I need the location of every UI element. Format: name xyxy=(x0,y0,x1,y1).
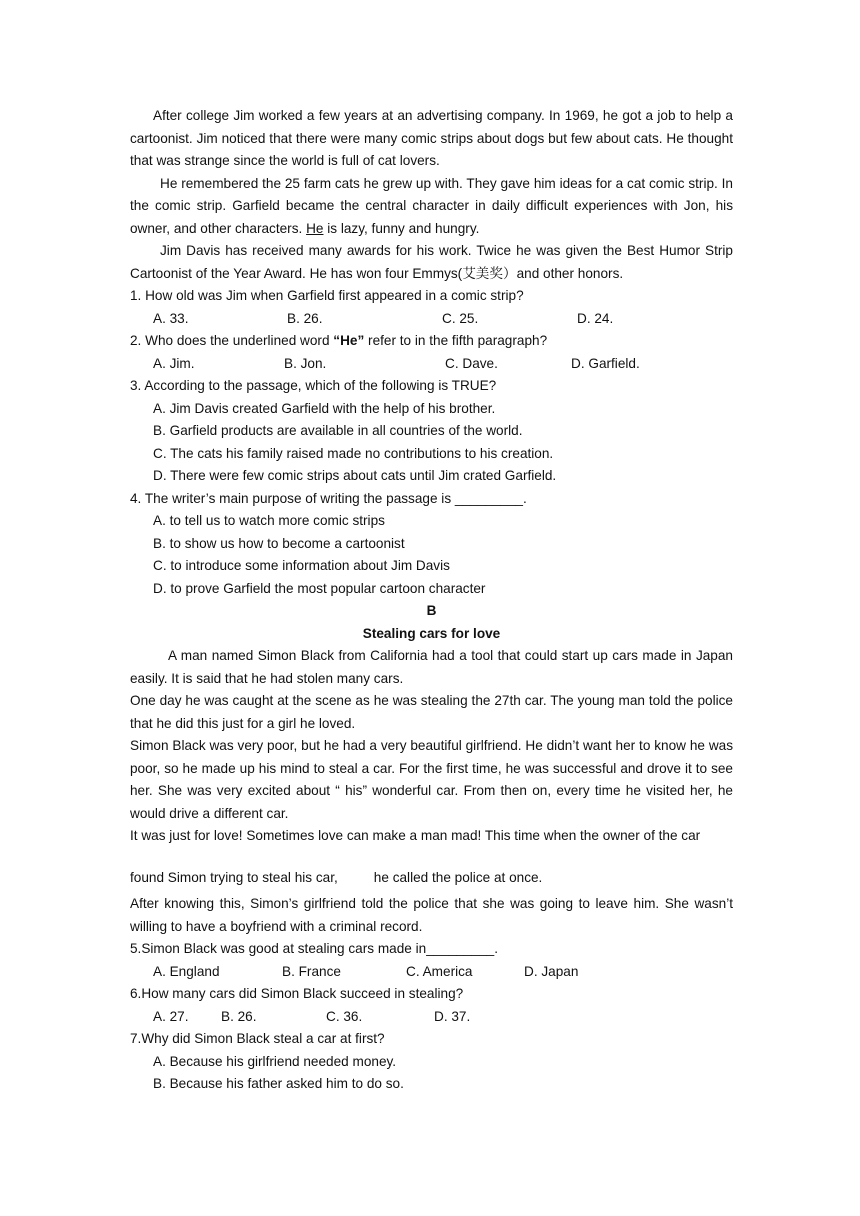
section-b-paragraph-4: It was just for love! Sometimes love can make a man mad! This time when the owner of the car xyxy=(130,828,701,843)
question-1: 1. How old was Jim when Garfield first appeared in a comic strip? xyxy=(130,288,524,303)
q2-option-c: C. Dave. xyxy=(445,355,498,371)
q3-option-d: D. There were few comic strips about cats until Jim crated Garfield. xyxy=(153,468,557,483)
question-5: 5.Simon Black was good at stealing cars made in_________. xyxy=(130,941,499,956)
q3-option-a: A. Jim Davis created Garfield with the help of his brother. xyxy=(153,400,496,416)
q2-stem-bold: “He” xyxy=(333,333,365,348)
passage-a-paragraph-2 xyxy=(130,173,733,241)
q6-option-c: C. 36. xyxy=(326,1008,363,1024)
q2-stem-post: refer to in the fifth paragraph? xyxy=(364,333,548,348)
q3-option-c: C. The cats his family raised made no contributions to his creation. xyxy=(153,445,554,461)
q1-option-d: D. 24. xyxy=(577,310,614,326)
q1-option-b: B. 26. xyxy=(287,310,323,326)
passage-a-paragraph-1: After college Jim worked a few years at an advertising company. In 1969, he got a job to help a cartoonist. Jim noticed that there were many comic strips about dogs but few about cats. He thought that was strange since the world is full of cat lovers. xyxy=(130,108,733,168)
paragraph-2-end: is lazy, funny and hungry. xyxy=(327,220,480,236)
q7-option-a: A. Because his girlfriend needed money. xyxy=(153,1053,397,1069)
q3-option-b: B. Garfield products are available in all countries of the world. xyxy=(153,423,523,438)
passage-a-paragraph-3 xyxy=(130,240,733,285)
q2-option-a: A. Jim. xyxy=(153,355,195,371)
q1-option-c: C. 25. xyxy=(442,310,479,326)
question-6-options xyxy=(153,1006,733,1029)
document-page xyxy=(130,105,733,1096)
paragraph-2-text: He remembered the 25 farm cats he grew up with. They gave him ideas for a cat comic strip. In the comic strip. Garfield became the central character in daily difficult experiences with Jon, his owner, and other characters. xyxy=(130,175,733,236)
section-b-paragraph-3: Simon Black was very poor, but he had a very beautiful girlfriend. He didn’t want her to know he was poor, so he made up his mind to steal a car. For the first time, he was successful and drove it to see her. She was very excited about “ his” wonderful car. From then on, every time he visited her, he would drive a different car. xyxy=(130,738,733,821)
question-5-options xyxy=(153,961,733,984)
p4b-part-1: found Simon trying to steal his car, xyxy=(130,869,338,885)
section-b-paragraph-5: After knowing this, Simon’s girlfriend told the police that she was going to leave him. She wasn’t willing to have a boyfriend with a criminal record. xyxy=(130,896,733,934)
section-b-title: Stealing cars for love xyxy=(362,625,501,641)
q4-option-c: C. to introduce some information about Jim Davis xyxy=(153,558,450,573)
q5-option-d: D. Japan xyxy=(524,963,579,979)
paragraph-3-cjk: 艾美奖） xyxy=(462,265,517,282)
q4-option-b: B. to show us how to become a cartoonist xyxy=(153,535,405,551)
q2-stem-pre: 2. Who does the underlined word xyxy=(130,333,334,348)
question-7: 7.Why did Simon Black steal a car at first? xyxy=(130,1031,385,1046)
q6-option-a: A. 27. xyxy=(153,1008,189,1024)
question-2-options xyxy=(153,353,733,376)
paragraph-3-end: and other honors. xyxy=(516,265,624,281)
q2-option-d: D. Garfield. xyxy=(571,355,640,371)
q1-option-a: A. 33. xyxy=(153,310,189,326)
question-3: 3. According to the passage, which of the following is TRUE? xyxy=(130,378,497,393)
p4b-part-2: he called the police at once. xyxy=(373,869,543,885)
q7-option-b: B. Because his father asked him to do so. xyxy=(153,1076,404,1091)
q5-option-a: A. England xyxy=(153,963,220,979)
q5-option-b: B. France xyxy=(282,963,341,979)
question-2 xyxy=(130,330,733,353)
underlined-he: He xyxy=(306,220,324,236)
question-6: 6.How many cars did Simon Black succeed in stealing? xyxy=(130,986,464,1001)
q4-option-d: D. to prove Garfield the most popular cartoon character xyxy=(153,580,486,596)
section-b-paragraph-1: A man named Simon Black from California had a tool that could start up cars made in Japan easily. It is said that he had stolen many cars. xyxy=(130,648,733,686)
question-4: 4. The writer’s main purpose of writing the passage is _________. xyxy=(130,490,527,506)
question-1-options xyxy=(153,308,733,331)
q4-option-a: A. to tell us to watch more comic strips xyxy=(153,513,385,528)
section-b-paragraph-4-continued xyxy=(130,867,733,890)
section-b-letter: B xyxy=(426,603,437,618)
q2-option-b: B. Jon. xyxy=(284,355,327,371)
q5-option-c: C. America xyxy=(406,963,473,979)
section-b-paragraph-2: One day he was caught at the scene as he was stealing the 27th car. The young man told the police that he did this just for a girl he loved. xyxy=(130,693,733,731)
paragraph-3-start: Jim Davis has received many awards for his work. Twice he was given the Best Humor Strip Cartoonist of the Year Award. He has won four Emmys( xyxy=(130,243,733,281)
q6-option-b: B. 26. xyxy=(221,1008,257,1024)
q6-option-d: D. 37. xyxy=(434,1008,471,1024)
